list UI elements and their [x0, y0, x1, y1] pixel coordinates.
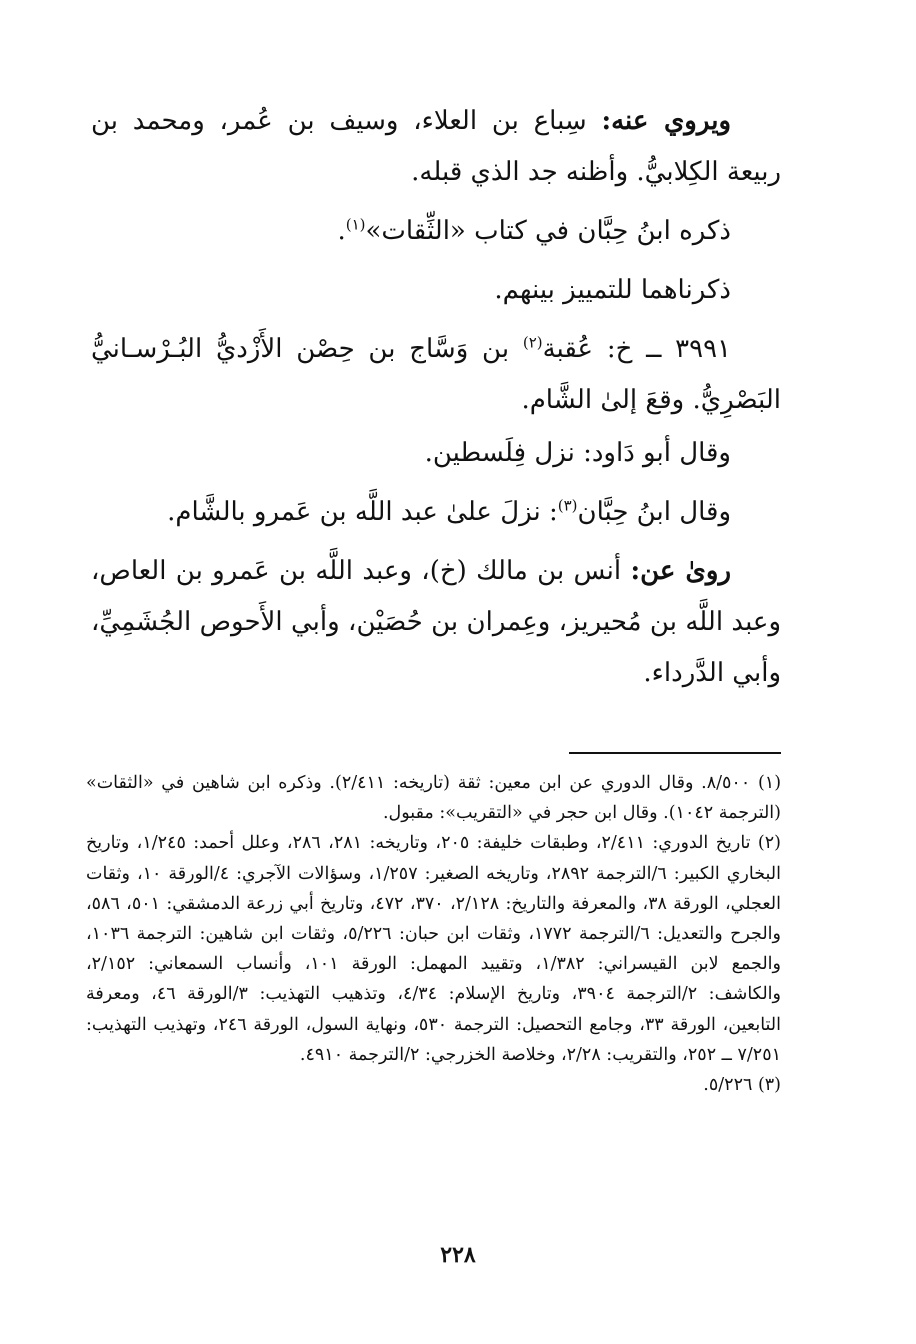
footnote-divider [569, 752, 781, 754]
paragraph-abu-dawud: وقال أبو دَاود: نزل فِلَسطين. [424, 438, 731, 468]
lead-phrase: ويروي عنه: [601, 106, 732, 136]
page-number: ٢٢٨ [440, 1242, 476, 1268]
footnote-1: (١) ٨/٥٠٠. وقال الدوري عن ابن معين: ثقة (تاريخه: ٢/٤١١). وذكره ابن شاهين في «الثقات» (الترجمة ١٠٤٢). وقال ابن حجر في «التقريب»: مقبول. [86, 773, 782, 824]
footnote-ref-3[interactable]: (٣) [557, 496, 578, 515]
paragraph-narrated-from: روىٰ عن: أنس بن مالك (خ)، وعبد اللَّه بن عَمرو بن العاص، وعبد اللَّه بن مُحيريز، وعِمران بن حُصَيْن، وأبي الأَحوص الجُشَمِيِّ، وأبي الدَّرداء. [91, 556, 781, 688]
paragraph-narrators: ويروي عنه: سِباع بن العلاء، وسيف بن عُمر، ومحمد بن ربيعة الكِلابيُّ. وأظنه جد الذي قبله. [91, 106, 781, 187]
paragraph-ibn-hibban: وقال ابنُ حِبَّان$^{(٣)}$: نزلَ علىٰ عبد اللَّه بن عَمرو بالشَّام. [167, 496, 731, 527]
footnotes [86, 768, 781, 1100]
footnote-2: (٢) تاريخ الدوري: ٢/٤١١، وطبقات خليفة: ٢٠٥، وتاريخه: ٢٨١، ٢٨٦، وعلل أحمد: ١/٢٤٥، وتاريخ البخاري الكبير: ٦/الترجمة ٢٨٩٢، وتاريخه الصغير: ١/٢٥٧، وسؤالات الآجري: ٤/الورقة ١٠، وثقات العجلي، الورقة ٣٨، والمعرفة والتاريخ: ٢/١٢٨، ٣٧٠، ٤٧٢، وتاريخ أبي زرعة الدمشقي: ٥٠١، ٥٨٦، والجرح والتعديل: ٦/الترجمة ١٧٧٢، وثقات ابن حبان: ٥/٢٢٦، وثقات ابن شاهين: الترجمة ١٠٣٦، والجمع لابن القيسراني: ١/٣٨٢، وتقييد المهمل: الورقة ١٠١، وأنساب السمعاني: ٢/١٥٢، والكاشف: ٢/الترجمة ٣٩٠٤، وتاريخ الإسلام: ٤/٣٤، وتذهيب التهذيب: ٣/الورقة ٤٦، ومعرفة التابعين، الورقة ٣٣، وجامع التحصيل: الترجمة ٥٣٠، ونهاية السول، الورقة ٢٤٦، وتهذيب التهذيب: ٧/٢٥١ ــ ٢٥٢، والتقريب: ٢/٢٨، وخلاصة الخزرجي: ٢/الترجمة ٤٩١٠. [86, 833, 782, 1065]
paragraph-distinction: ذكرناهما للتمييز بينهم. [494, 275, 731, 305]
footnote-ref-2[interactable]: (٢) [522, 333, 543, 352]
main-text [91, 96, 781, 707]
footnote-3: (٣) ٥/٢٢٦. [703, 1075, 781, 1096]
lead-phrase: روىٰ عن: [630, 556, 732, 586]
paragraph-thiqat: ذكره ابنُ حِبَّان في كتاب «الثِّقات»$^{(١)}$. [337, 215, 731, 246]
footnote-ref-1[interactable]: (١) [345, 215, 366, 234]
entry-heading: ٣٩٩١ ــ خ: عُقبة$^{(٢)}$ بن وَسَّاج بن حِصْن الأَزْديُّ البُـرْسـانيُّ البَصْرِيُّ. وقعَ إلىٰ الشَّام. [91, 333, 781, 415]
